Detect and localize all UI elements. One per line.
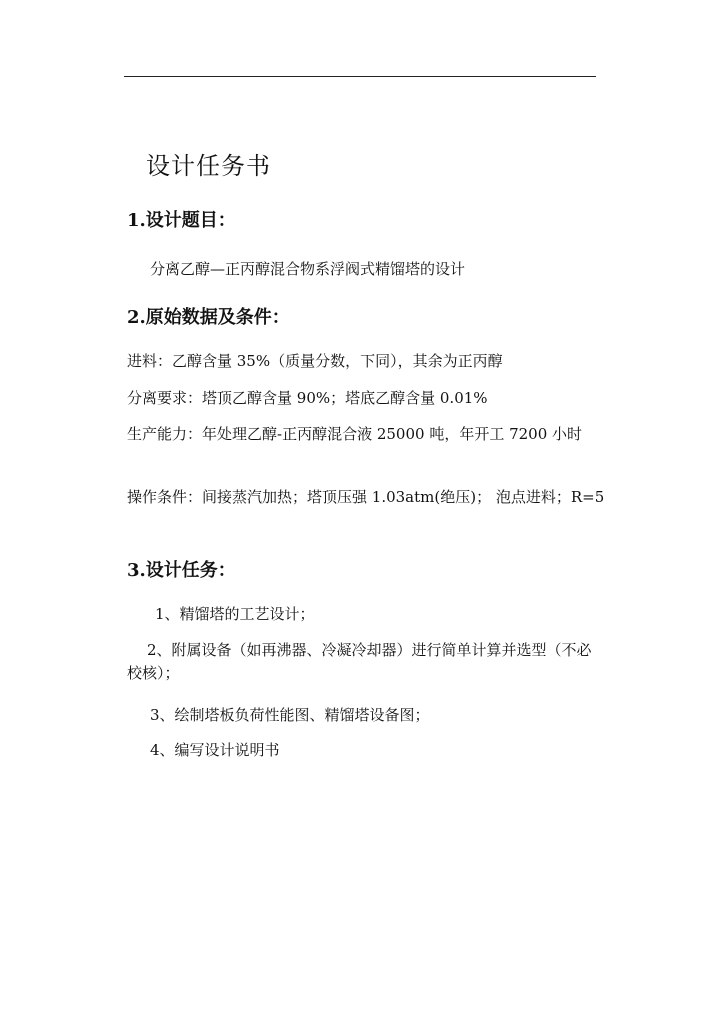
section-heading-original-data: 2.原始数据及条件： (127, 307, 290, 328)
section-heading-design-topic: 1.设计题目： (127, 210, 236, 231)
section-heading-design-tasks: 3.设计任务： (127, 560, 236, 581)
production-capacity-line: 生产能力：年处理乙醇-正丙醇混合液 25000 吨，年开工 7200 小时 (127, 425, 583, 443)
task-item: 2、附属设备（如再沸器、冷凝冷却器）进行简单计算并选型（不必校核）； (127, 641, 592, 682)
document-title: 设计任务书 (146, 152, 271, 180)
task-item: 3、绘制塔板负荷性能图、精馏塔设备图； (150, 706, 430, 724)
header-rule (124, 76, 596, 77)
feed-condition-line: 进料：乙醇含量 35%（质量分数，下同），其余为正丙醇 (127, 352, 503, 370)
separation-requirement-line: 分离要求：塔顶乙醇含量 90%；塔底乙醇含量 0.01% (127, 389, 488, 407)
design-topic-text: 分离乙醇—正丙醇混合物系浮阀式精馏塔的设计 (150, 260, 466, 278)
task-item: 4、编写设计说明书 (150, 741, 280, 759)
operating-condition-line: 操作条件：间接蒸汽加热；塔顶压强 1.03atm(绝压)； 泡点进料；R=5 (127, 488, 605, 506)
task-item: 1、精馏塔的工艺设计； (155, 605, 315, 623)
